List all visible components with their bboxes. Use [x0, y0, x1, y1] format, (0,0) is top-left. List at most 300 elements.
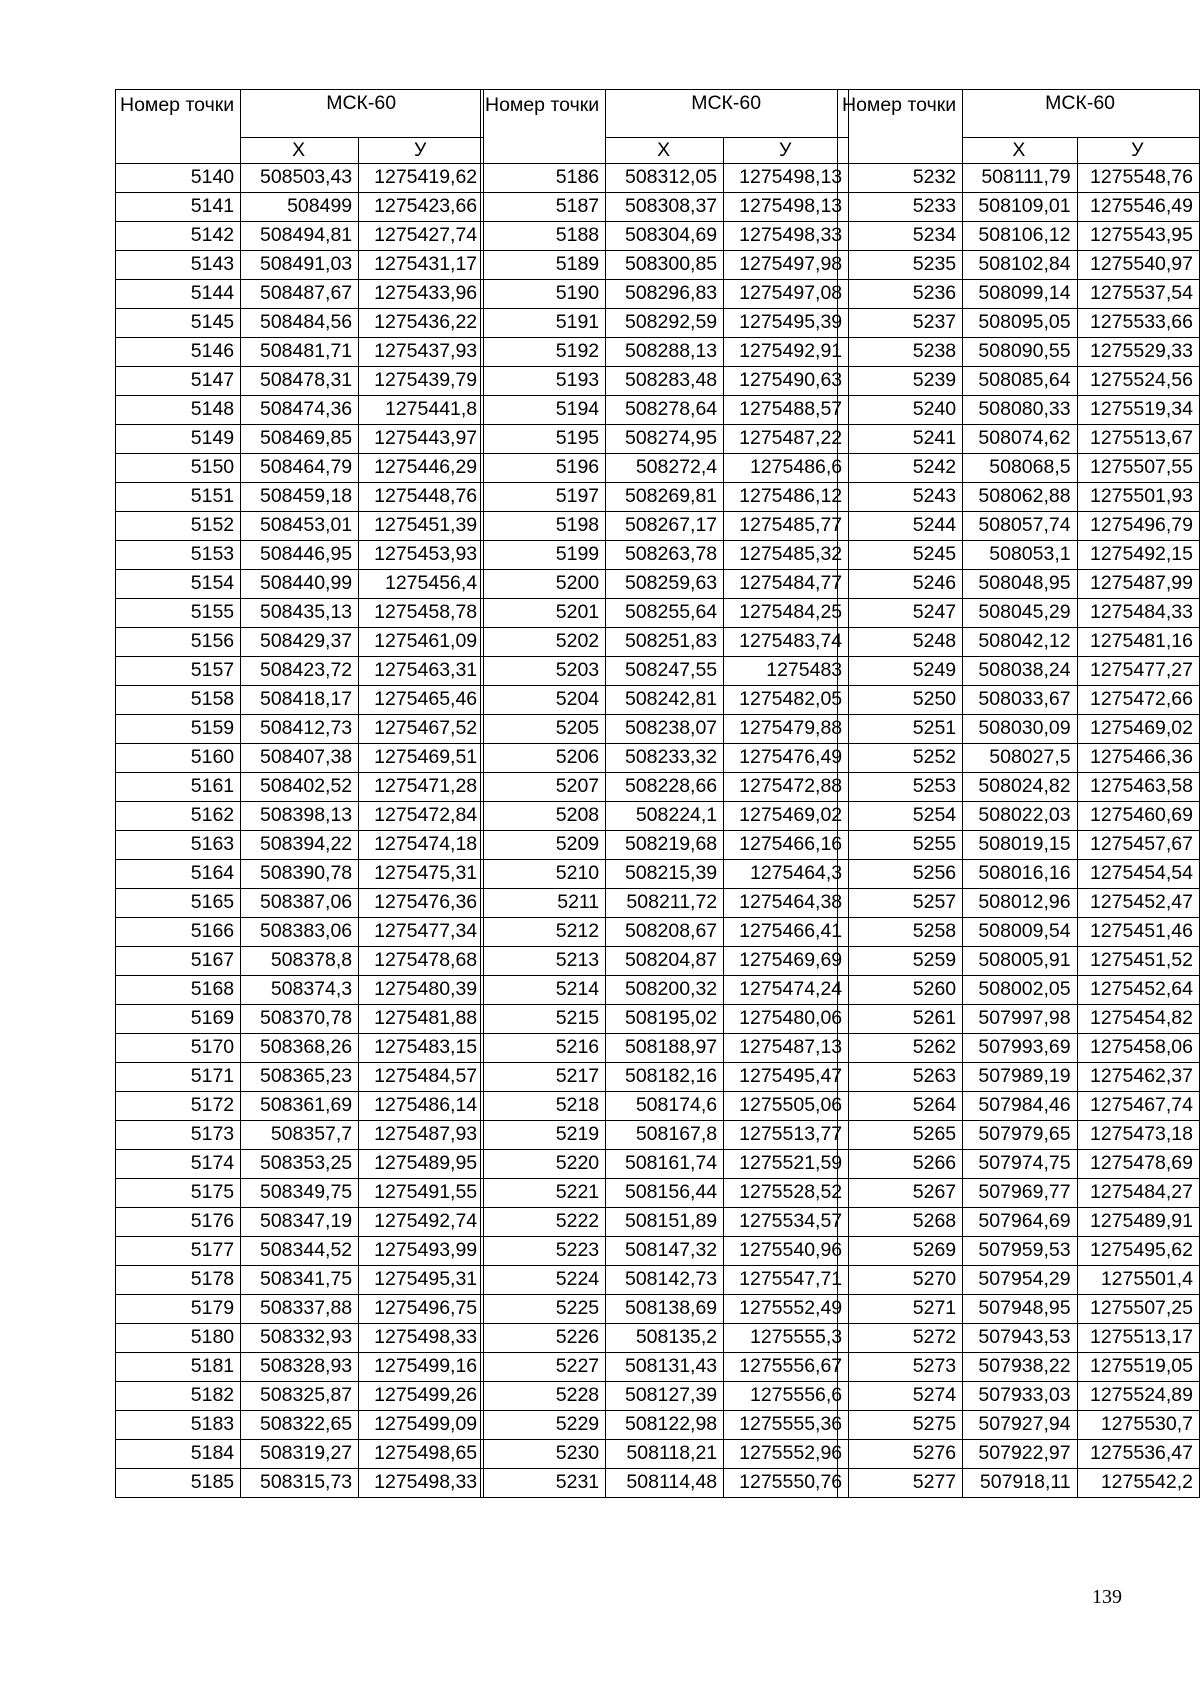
table-row — [838, 193, 1200, 222]
table-row — [838, 1237, 1200, 1266]
x-coordinate-cell: 508274,95 — [606, 425, 724, 454]
table-row — [116, 1324, 484, 1353]
y-coordinate-cell: 1275507,55 — [1077, 454, 1199, 483]
x-coordinate-cell: 508491,03 — [241, 251, 359, 280]
x-coordinate-cell: 508292,59 — [606, 309, 724, 338]
table-row — [838, 1208, 1200, 1237]
y-coordinate-cell: 1275493,99 — [359, 1237, 484, 1266]
y-coordinate-cell: 1275496,75 — [359, 1295, 484, 1324]
y-coordinate-cell: 1275469,69 — [724, 947, 849, 976]
table-row — [481, 889, 849, 918]
table-row — [838, 918, 1200, 947]
y-coordinate-cell: 1275501,4 — [1077, 1266, 1199, 1295]
x-coordinate-cell: 508278,64 — [606, 396, 724, 425]
point-number-cell: 5143 — [116, 251, 241, 280]
point-number-cell: 5184 — [116, 1440, 241, 1469]
x-coordinate-cell: 507979,65 — [963, 1121, 1077, 1150]
table-row — [481, 1440, 849, 1469]
table-row — [838, 1324, 1200, 1353]
x-column-header: Х — [241, 138, 359, 164]
y-coordinate-cell: 1275487,99 — [1077, 570, 1199, 599]
x-coordinate-cell: 508002,05 — [963, 976, 1077, 1005]
point-number-cell: 5177 — [116, 1237, 241, 1266]
point-number-cell: 5272 — [838, 1324, 963, 1353]
x-coordinate-cell: 508440,99 — [241, 570, 359, 599]
coordinate-system-header: МСК-60 — [606, 90, 849, 138]
y-coordinate-cell: 1275491,55 — [359, 1179, 484, 1208]
table-row — [838, 222, 1200, 251]
point-number-cell: 5199 — [481, 541, 606, 570]
point-number-cell: 5222 — [481, 1208, 606, 1237]
x-coordinate-cell: 508370,78 — [241, 1005, 359, 1034]
y-coordinate-cell: 1275524,89 — [1077, 1382, 1199, 1411]
x-coordinate-cell: 508048,95 — [963, 570, 1077, 599]
point-number-cell: 5275 — [838, 1411, 963, 1440]
x-coordinate-cell: 508347,19 — [241, 1208, 359, 1237]
point-number-cell: 5249 — [838, 657, 963, 686]
table-row — [481, 1005, 849, 1034]
y-coordinate-cell: 1275498,65 — [359, 1440, 484, 1469]
table-row — [838, 1150, 1200, 1179]
point-number-cell: 5186 — [481, 164, 606, 193]
table-row — [481, 367, 849, 396]
point-number-header: Номер точки — [481, 90, 606, 164]
point-number-cell: 5239 — [838, 367, 963, 396]
point-number-cell: 5160 — [116, 744, 241, 773]
table-row — [116, 773, 484, 802]
table-body — [116, 164, 484, 1498]
table-row — [838, 773, 1200, 802]
point-number-cell: 5190 — [481, 280, 606, 309]
y-coordinate-cell: 1275439,79 — [359, 367, 484, 396]
point-number-cell: 5257 — [838, 889, 963, 918]
table-row — [116, 483, 484, 512]
y-coordinate-cell: 1275452,47 — [1077, 889, 1199, 918]
x-coordinate-cell: 508478,31 — [241, 367, 359, 396]
point-number-cell: 5244 — [838, 512, 963, 541]
x-coordinate-cell: 508188,97 — [606, 1034, 724, 1063]
y-coordinate-cell: 1275537,54 — [1077, 280, 1199, 309]
x-coordinate-cell: 508200,32 — [606, 976, 724, 1005]
y-coordinate-cell: 1275478,69 — [1077, 1150, 1199, 1179]
x-coordinate-cell: 508016,16 — [963, 860, 1077, 889]
y-coordinate-cell: 1275419,62 — [359, 164, 484, 193]
point-number-cell: 5262 — [838, 1034, 963, 1063]
x-coordinate-cell: 508062,88 — [963, 483, 1077, 512]
table-row — [116, 1382, 484, 1411]
point-number-cell: 5151 — [116, 483, 241, 512]
x-coordinate-cell: 508332,93 — [241, 1324, 359, 1353]
point-number-cell: 5161 — [116, 773, 241, 802]
y-coordinate-cell: 1275482,05 — [724, 686, 849, 715]
point-number-cell: 5141 — [116, 193, 241, 222]
x-coordinate-cell: 508312,05 — [606, 164, 724, 193]
x-column-header: Х — [963, 138, 1077, 164]
table-row — [481, 338, 849, 367]
point-number-cell: 5217 — [481, 1063, 606, 1092]
point-number-cell: 5162 — [116, 802, 241, 831]
x-coordinate-cell: 508304,69 — [606, 222, 724, 251]
point-number-cell: 5273 — [838, 1353, 963, 1382]
x-coordinate-cell: 508219,68 — [606, 831, 724, 860]
x-coordinate-cell: 508402,52 — [241, 773, 359, 802]
point-number-cell: 5157 — [116, 657, 241, 686]
x-coordinate-cell: 508111,79 — [963, 164, 1077, 193]
x-coordinate-cell: 508387,06 — [241, 889, 359, 918]
x-coordinate-cell: 508263,78 — [606, 541, 724, 570]
point-number-cell: 5147 — [116, 367, 241, 396]
x-coordinate-cell: 508308,37 — [606, 193, 724, 222]
point-number-cell: 5168 — [116, 976, 241, 1005]
table-body — [481, 164, 849, 1498]
y-coordinate-cell: 1275446,29 — [359, 454, 484, 483]
table-row — [838, 1034, 1200, 1063]
table-row — [838, 338, 1200, 367]
x-coordinate-cell: 507974,75 — [963, 1150, 1077, 1179]
point-number-cell: 5253 — [838, 773, 963, 802]
table-row — [481, 251, 849, 280]
x-coordinate-cell: 508211,72 — [606, 889, 724, 918]
table-row — [838, 483, 1200, 512]
y-coordinate-cell: 1275431,17 — [359, 251, 484, 280]
table-row — [838, 454, 1200, 483]
table-row — [481, 831, 849, 860]
y-coordinate-cell: 1275486,14 — [359, 1092, 484, 1121]
x-coordinate-cell: 508045,29 — [963, 599, 1077, 628]
point-number-cell: 5219 — [481, 1121, 606, 1150]
point-number-cell: 5218 — [481, 1092, 606, 1121]
x-coordinate-cell: 508315,73 — [241, 1469, 359, 1498]
x-coordinate-cell: 508161,74 — [606, 1150, 724, 1179]
table-row — [116, 1469, 484, 1498]
x-coordinate-cell: 508138,69 — [606, 1295, 724, 1324]
y-coordinate-cell: 1275533,66 — [1077, 309, 1199, 338]
y-coordinate-cell: 1275464,38 — [724, 889, 849, 918]
x-coordinate-cell: 508407,38 — [241, 744, 359, 773]
table-row — [838, 1121, 1200, 1150]
point-number-cell: 5196 — [481, 454, 606, 483]
point-number-cell: 5210 — [481, 860, 606, 889]
table-row — [116, 976, 484, 1005]
point-number-cell: 5237 — [838, 309, 963, 338]
table-row — [838, 570, 1200, 599]
y-coordinate-cell: 1275423,66 — [359, 193, 484, 222]
y-coordinate-cell: 1275489,95 — [359, 1150, 484, 1179]
x-coordinate-cell: 508337,88 — [241, 1295, 359, 1324]
x-coordinate-cell: 508429,37 — [241, 628, 359, 657]
table-row — [116, 599, 484, 628]
x-coordinate-cell: 508378,8 — [241, 947, 359, 976]
y-coordinate-cell: 1275463,58 — [1077, 773, 1199, 802]
x-coordinate-cell: 508398,13 — [241, 802, 359, 831]
y-coordinate-cell: 1275452,64 — [1077, 976, 1199, 1005]
x-coordinate-cell: 508390,78 — [241, 860, 359, 889]
x-coordinate-cell: 508267,17 — [606, 512, 724, 541]
x-coordinate-cell: 508099,14 — [963, 280, 1077, 309]
y-coordinate-cell: 1275492,91 — [724, 338, 849, 367]
point-number-cell: 5192 — [481, 338, 606, 367]
x-coordinate-cell: 508365,23 — [241, 1063, 359, 1092]
x-coordinate-cell: 508341,75 — [241, 1266, 359, 1295]
x-coordinate-cell: 508344,52 — [241, 1237, 359, 1266]
table-row — [116, 1063, 484, 1092]
point-number-header: Номер точки — [116, 90, 241, 164]
table-row — [116, 454, 484, 483]
table-row — [838, 280, 1200, 309]
x-coordinate-cell: 507933,03 — [963, 1382, 1077, 1411]
table-row — [116, 657, 484, 686]
point-number-cell: 5258 — [838, 918, 963, 947]
x-coordinate-cell: 508251,83 — [606, 628, 724, 657]
x-coordinate-cell: 508106,12 — [963, 222, 1077, 251]
point-number-cell: 5232 — [838, 164, 963, 193]
y-coordinate-cell: 1275472,66 — [1077, 686, 1199, 715]
table-row — [838, 976, 1200, 1005]
x-coordinate-cell: 508057,74 — [963, 512, 1077, 541]
x-coordinate-cell: 508296,83 — [606, 280, 724, 309]
table-row — [481, 628, 849, 657]
table-row — [838, 628, 1200, 657]
y-coordinate-cell: 1275492,15 — [1077, 541, 1199, 570]
table-body — [838, 164, 1200, 1498]
y-coordinate-cell: 1275454,54 — [1077, 860, 1199, 889]
point-number-cell: 5145 — [116, 309, 241, 338]
x-coordinate-cell: 508272,4 — [606, 454, 724, 483]
y-coordinate-cell: 1275497,08 — [724, 280, 849, 309]
point-number-cell: 5269 — [838, 1237, 963, 1266]
y-coordinate-cell: 1275463,31 — [359, 657, 484, 686]
y-coordinate-cell: 1275555,3 — [724, 1324, 849, 1353]
table-row — [116, 1353, 484, 1382]
y-coordinate-cell: 1275476,36 — [359, 889, 484, 918]
table-row — [481, 454, 849, 483]
point-number-cell: 5209 — [481, 831, 606, 860]
point-number-cell: 5149 — [116, 425, 241, 454]
y-coordinate-cell: 1275469,51 — [359, 744, 484, 773]
point-number-cell: 5155 — [116, 599, 241, 628]
x-coordinate-cell: 507927,94 — [963, 1411, 1077, 1440]
point-number-cell: 5167 — [116, 947, 241, 976]
y-coordinate-cell: 1275528,52 — [724, 1179, 849, 1208]
table-row — [481, 1121, 849, 1150]
y-coordinate-cell: 1275456,4 — [359, 570, 484, 599]
y-coordinate-cell: 1275481,88 — [359, 1005, 484, 1034]
table-row — [116, 1440, 484, 1469]
table-row — [838, 1092, 1200, 1121]
point-number-cell: 5159 — [116, 715, 241, 744]
point-number-cell: 5243 — [838, 483, 963, 512]
y-coordinate-cell: 1275465,46 — [359, 686, 484, 715]
point-number-cell: 5174 — [116, 1150, 241, 1179]
point-number-cell: 5259 — [838, 947, 963, 976]
x-coordinate-cell: 508503,43 — [241, 164, 359, 193]
y-coordinate-cell: 1275496,79 — [1077, 512, 1199, 541]
y-coordinate-cell: 1275451,46 — [1077, 918, 1199, 947]
coordinate-table-2 — [480, 89, 849, 1498]
y-coordinate-cell: 1275513,67 — [1077, 425, 1199, 454]
table-row — [838, 715, 1200, 744]
point-number-cell: 5197 — [481, 483, 606, 512]
table-row — [481, 860, 849, 889]
x-coordinate-cell: 508288,13 — [606, 338, 724, 367]
x-coordinate-cell: 508012,96 — [963, 889, 1077, 918]
x-coordinate-cell: 507989,19 — [963, 1063, 1077, 1092]
y-coordinate-cell: 1275487,22 — [724, 425, 849, 454]
x-coordinate-cell: 508325,87 — [241, 1382, 359, 1411]
table-row — [481, 570, 849, 599]
x-coordinate-cell: 508151,89 — [606, 1208, 724, 1237]
y-coordinate-cell: 1275529,33 — [1077, 338, 1199, 367]
table-row — [481, 773, 849, 802]
table-row — [481, 657, 849, 686]
y-coordinate-cell: 1275550,76 — [724, 1469, 849, 1498]
table-row — [838, 744, 1200, 773]
coordinate-system-header: МСК-60 — [963, 90, 1200, 138]
table-row — [838, 1353, 1200, 1382]
x-coordinate-cell: 508368,26 — [241, 1034, 359, 1063]
point-number-cell: 5223 — [481, 1237, 606, 1266]
y-coordinate-cell: 1275472,84 — [359, 802, 484, 831]
x-coordinate-cell: 508469,85 — [241, 425, 359, 454]
point-number-cell: 5263 — [838, 1063, 963, 1092]
point-number-cell: 5230 — [481, 1440, 606, 1469]
x-coordinate-cell: 508453,01 — [241, 512, 359, 541]
point-number-cell: 5205 — [481, 715, 606, 744]
table-row — [116, 396, 484, 425]
x-coordinate-cell: 508215,39 — [606, 860, 724, 889]
table-row — [838, 251, 1200, 280]
table-row — [116, 686, 484, 715]
y-coordinate-cell: 1275492,74 — [359, 1208, 484, 1237]
point-number-cell: 5200 — [481, 570, 606, 599]
y-coordinate-cell: 1275454,82 — [1077, 1005, 1199, 1034]
table-row — [116, 164, 484, 193]
x-coordinate-cell: 508242,81 — [606, 686, 724, 715]
table-row — [481, 1295, 849, 1324]
table-row — [838, 947, 1200, 976]
y-coordinate-cell: 1275486,12 — [724, 483, 849, 512]
y-coordinate-cell: 1275472,88 — [724, 773, 849, 802]
x-coordinate-cell: 508024,82 — [963, 773, 1077, 802]
y-coordinate-cell: 1275443,97 — [359, 425, 484, 454]
y-coordinate-cell: 1275498,13 — [724, 164, 849, 193]
x-coordinate-cell: 508019,15 — [963, 831, 1077, 860]
x-coordinate-cell: 508042,12 — [963, 628, 1077, 657]
y-coordinate-cell: 1275437,93 — [359, 338, 484, 367]
point-number-cell: 5195 — [481, 425, 606, 454]
point-number-cell: 5252 — [838, 744, 963, 773]
x-coordinate-cell: 508033,67 — [963, 686, 1077, 715]
y-coordinate-cell: 1275513,77 — [724, 1121, 849, 1150]
point-number-cell: 5153 — [116, 541, 241, 570]
table-row — [116, 1266, 484, 1295]
x-coordinate-cell: 508423,72 — [241, 657, 359, 686]
y-coordinate-cell: 1275436,22 — [359, 309, 484, 338]
point-number-cell: 5175 — [116, 1179, 241, 1208]
point-number-cell: 5271 — [838, 1295, 963, 1324]
point-number-cell: 5173 — [116, 1121, 241, 1150]
y-coordinate-cell: 1275556,67 — [724, 1353, 849, 1382]
y-coordinate-cell: 1275490,63 — [724, 367, 849, 396]
x-coordinate-cell: 508131,43 — [606, 1353, 724, 1382]
x-coordinate-cell: 508135,2 — [606, 1324, 724, 1353]
x-coordinate-cell: 508269,81 — [606, 483, 724, 512]
table-row — [481, 1150, 849, 1179]
point-number-cell: 5261 — [838, 1005, 963, 1034]
point-number-cell: 5228 — [481, 1382, 606, 1411]
x-coordinate-cell: 508394,22 — [241, 831, 359, 860]
table-row — [481, 396, 849, 425]
y-coordinate-cell: 1275453,93 — [359, 541, 484, 570]
table-row — [116, 367, 484, 396]
y-coordinate-cell: 1275477,34 — [359, 918, 484, 947]
point-number-cell: 5246 — [838, 570, 963, 599]
table-row — [116, 918, 484, 947]
y-coordinate-cell: 1275497,98 — [724, 251, 849, 280]
point-number-cell: 5194 — [481, 396, 606, 425]
table-row — [116, 222, 484, 251]
point-number-cell: 5245 — [838, 541, 963, 570]
y-coordinate-cell: 1275477,27 — [1077, 657, 1199, 686]
x-coordinate-cell: 508142,73 — [606, 1266, 724, 1295]
point-number-cell: 5142 — [116, 222, 241, 251]
table-row — [116, 744, 484, 773]
table-row — [116, 1179, 484, 1208]
point-number-cell: 5260 — [838, 976, 963, 1005]
y-coordinate-cell: 1275480,39 — [359, 976, 484, 1005]
y-coordinate-cell: 1275480,06 — [724, 1005, 849, 1034]
y-coordinate-cell: 1275484,33 — [1077, 599, 1199, 628]
point-number-cell: 5266 — [838, 1150, 963, 1179]
table-row — [838, 309, 1200, 338]
x-coordinate-cell: 508182,16 — [606, 1063, 724, 1092]
table-row — [481, 541, 849, 570]
y-coordinate-cell: 1275486,6 — [724, 454, 849, 483]
table-row — [481, 976, 849, 1005]
y-coordinate-cell: 1275483,74 — [724, 628, 849, 657]
point-number-cell: 5241 — [838, 425, 963, 454]
table-row — [481, 599, 849, 628]
point-number-header: Номер точки — [838, 90, 963, 164]
x-coordinate-cell: 508233,32 — [606, 744, 724, 773]
x-coordinate-cell: 508300,85 — [606, 251, 724, 280]
table-row — [838, 367, 1200, 396]
point-number-cell: 5236 — [838, 280, 963, 309]
point-number-cell: 5180 — [116, 1324, 241, 1353]
point-number-cell: 5165 — [116, 889, 241, 918]
y-coordinate-cell: 1275484,57 — [359, 1063, 484, 1092]
table-row — [116, 1150, 484, 1179]
point-number-cell: 5255 — [838, 831, 963, 860]
point-number-cell: 5204 — [481, 686, 606, 715]
point-number-cell: 5169 — [116, 1005, 241, 1034]
x-coordinate-cell: 507948,95 — [963, 1295, 1077, 1324]
point-number-cell: 5164 — [116, 860, 241, 889]
x-coordinate-cell: 508247,55 — [606, 657, 724, 686]
table-row — [481, 918, 849, 947]
table-row — [838, 686, 1200, 715]
x-coordinate-cell: 508349,75 — [241, 1179, 359, 1208]
x-coordinate-cell: 508499 — [241, 193, 359, 222]
point-number-cell: 5206 — [481, 744, 606, 773]
table-row — [838, 1440, 1200, 1469]
x-coordinate-cell: 508464,79 — [241, 454, 359, 483]
table-row — [481, 1353, 849, 1382]
table-row — [481, 1208, 849, 1237]
x-coordinate-cell: 508255,64 — [606, 599, 724, 628]
y-coordinate-cell: 1275498,13 — [724, 193, 849, 222]
x-coordinate-cell: 508361,69 — [241, 1092, 359, 1121]
